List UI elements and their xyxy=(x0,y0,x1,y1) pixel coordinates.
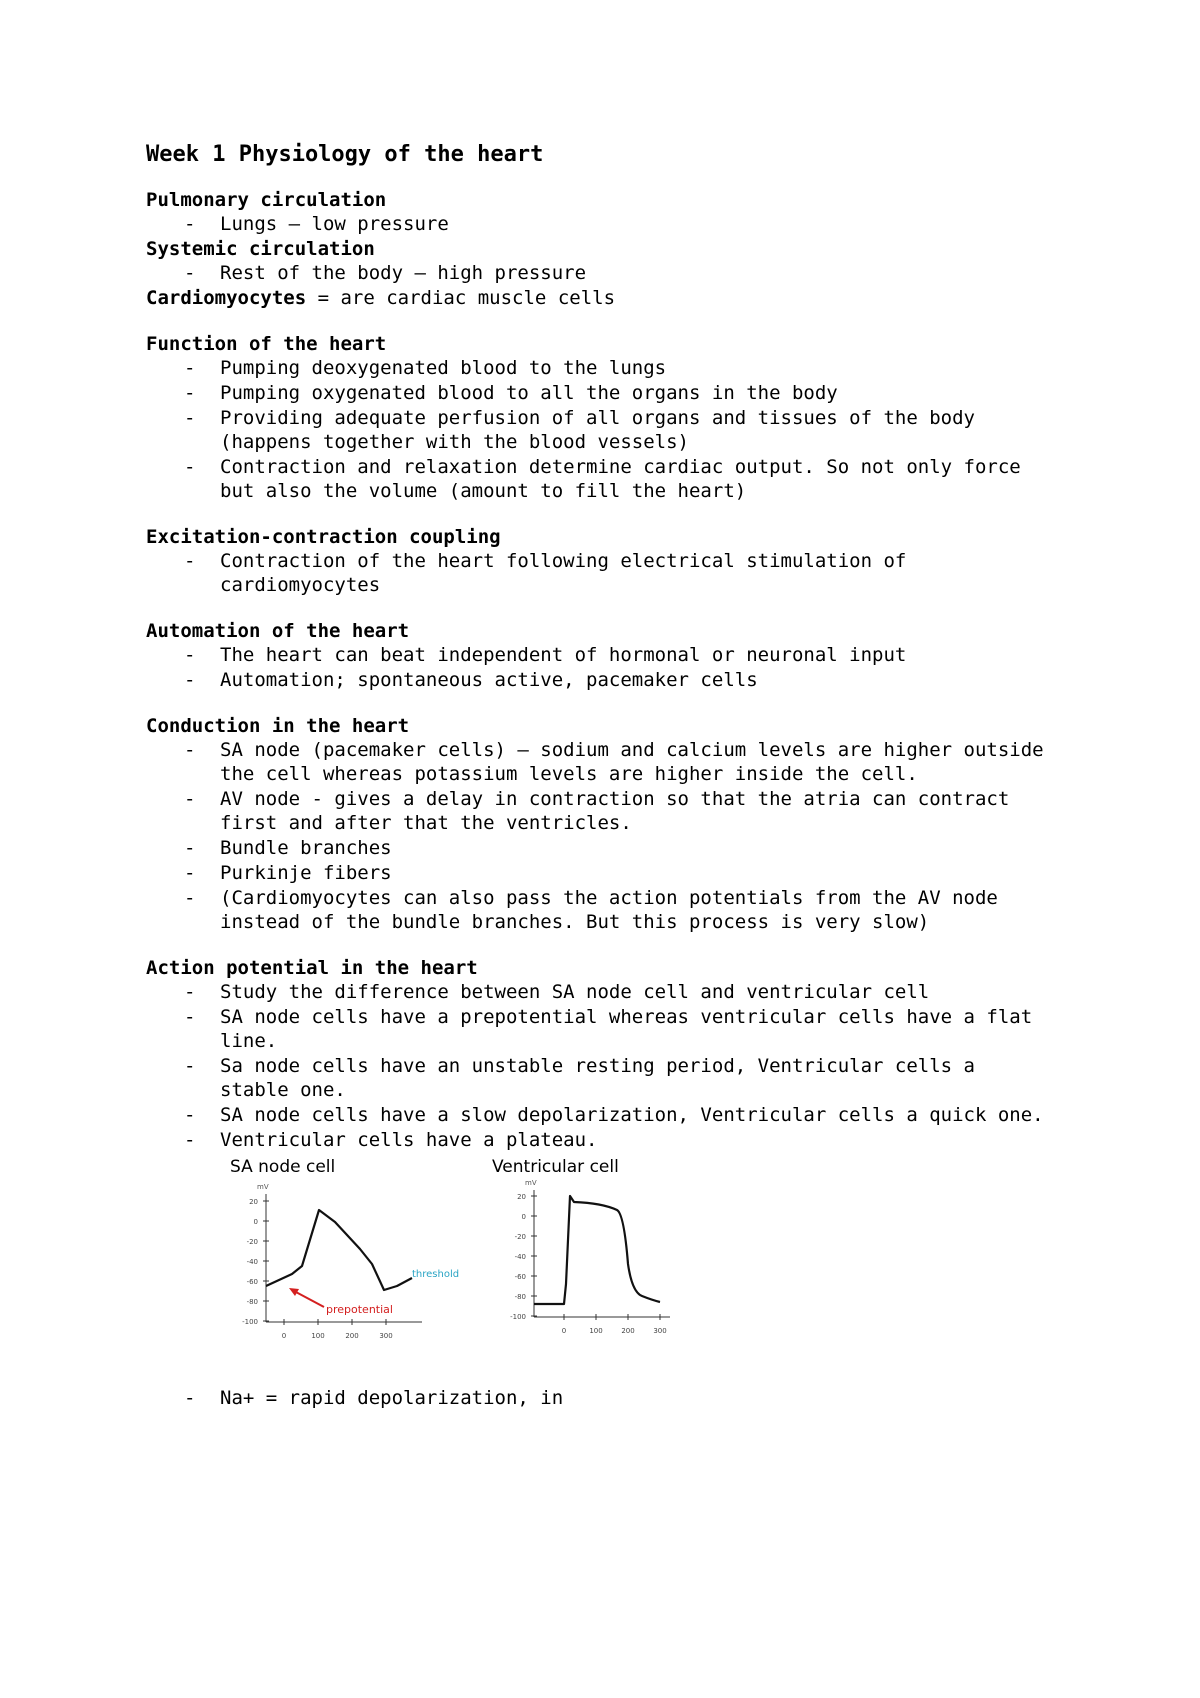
list-item: - SA node (pacemaker cells) – sodium and calcium levels are higher outside the cell whereas potassium levels are higher inside the cell. xyxy=(184,739,1044,785)
x-tick-label: 0 xyxy=(561,1327,567,1335)
bullet-dash: - xyxy=(184,262,196,284)
list-item: - Lungs – low pressure xyxy=(184,213,449,235)
automation-list xyxy=(146,643,1046,692)
y-tick-label: 0 xyxy=(253,1218,258,1226)
list-item: - The heart can beat independent of hormonal or neuronal input xyxy=(184,644,907,666)
pulmonary-heading: Pulmonary circulation xyxy=(146,189,387,211)
x-tick-label: 200 xyxy=(621,1327,635,1335)
systemic-list xyxy=(146,261,1046,285)
action-list xyxy=(146,980,1046,1152)
automation-heading: Automation of the heart xyxy=(146,620,410,642)
y-tick-label: 20 xyxy=(249,1198,258,1206)
list-item: - Contraction of the heart following electrical stimulation of cardiomyocytes xyxy=(184,550,907,596)
y-tick-label: -80 xyxy=(514,1293,526,1301)
sa-unit-label: mV xyxy=(257,1183,269,1191)
x-tick-label: 100 xyxy=(311,1332,325,1340)
list-item: - Pumping oxygenated blood to all the organs in the body xyxy=(184,382,838,404)
x-tick-label: 0 xyxy=(281,1332,287,1340)
excitation-heading: Excitation-contraction coupling xyxy=(146,526,501,548)
x-tick-label: 200 xyxy=(345,1332,359,1340)
ventricular-action-potential-trace xyxy=(534,1196,660,1304)
threshold-label: threshold xyxy=(412,1269,460,1280)
x-tick-label: 100 xyxy=(589,1327,603,1335)
y-tick-label: -20 xyxy=(514,1233,526,1241)
ventricular-figure-title: Ventricular cell xyxy=(492,1157,619,1177)
list-item: - Ventricular cells have a plateau. xyxy=(184,1129,598,1151)
list-item: - Na+ = rapid depolarization, in xyxy=(184,1387,564,1409)
list-item: - Contraction and relaxation determine cardiac output. So not only force but also the volume (amount to fill the heart) xyxy=(184,456,1021,502)
x-tick-label: 300 xyxy=(379,1332,393,1340)
page-title: Week 1 Physiology of the heart xyxy=(146,142,544,167)
bullet-dash: - xyxy=(184,213,196,235)
conduction-list xyxy=(146,738,1046,934)
function-list xyxy=(146,356,1046,503)
x-tick-label: 300 xyxy=(653,1327,667,1335)
list-item: - Providing adequate perfusion of all organs and tissues of the body (happens together with the blood vessels) xyxy=(184,407,975,453)
action-potential-figures xyxy=(146,1154,1046,1376)
action-list-continued xyxy=(146,1386,1046,1410)
sa-y-ticks xyxy=(242,1198,269,1326)
ventricular-figure xyxy=(492,1154,712,1376)
document xyxy=(146,140,1046,1411)
y-tick-label: -80 xyxy=(246,1298,258,1306)
sa-figure-title: SA node cell xyxy=(230,1157,336,1177)
prepotential-arrow xyxy=(294,1291,324,1307)
systemic-heading: Systemic circulation xyxy=(146,238,375,260)
sa-node-figure xyxy=(222,1154,482,1376)
prepotential-label: prepotential xyxy=(326,1303,393,1316)
function-heading: Function of the heart xyxy=(146,333,387,355)
list-item: - (Cardiomyocytes can also pass the action potentials from the AV node instead of the bundle branches. But this process is very slow) xyxy=(184,887,998,933)
y-tick-label: -40 xyxy=(246,1258,258,1266)
y-tick-label: 0 xyxy=(521,1213,526,1221)
excitation-list xyxy=(146,549,1046,597)
pulmonary-list xyxy=(146,212,1046,236)
conduction-heading: Conduction in the heart xyxy=(146,715,410,737)
y-tick-label: -100 xyxy=(242,1318,258,1326)
y-tick-label: 20 xyxy=(517,1193,526,1201)
list-item: - Pumping deoxygenated blood to the lungs xyxy=(184,357,667,379)
y-tick-label: -60 xyxy=(246,1278,258,1286)
list-item: - Automation; spontaneous active, pacemaker cells xyxy=(184,669,758,691)
y-tick-label: -60 xyxy=(514,1273,526,1281)
y-tick-label: -100 xyxy=(510,1313,526,1321)
list-item: - Bundle branches xyxy=(184,837,392,859)
ventricular-unit-label: mV xyxy=(525,1179,537,1187)
list-item: - Study the difference between SA node cell and ventricular cell xyxy=(184,981,930,1003)
list-item: - SA node cells have a prepotential whereas ventricular cells have a flat line. xyxy=(184,1006,1033,1052)
list-item: - Rest of the body – high pressure xyxy=(184,262,587,284)
list-item: - Sa node cells have an unstable resting period, Ventricular cells a stable one. xyxy=(184,1055,975,1101)
list-item: - AV node - gives a delay in contraction so that the atria can contract first and after that the ventricles. xyxy=(184,788,1010,834)
sa-action-potential-trace xyxy=(266,1210,412,1290)
y-tick-label: -20 xyxy=(246,1238,258,1246)
ventricular-y-ticks xyxy=(510,1193,537,1321)
y-tick-label: -40 xyxy=(514,1253,526,1261)
action-heading: Action potential in the heart xyxy=(146,957,478,979)
cardiomyocytes-definition: Cardiomyocytes = are cardiac muscle cells xyxy=(146,287,616,309)
list-item: - Purkinje fibers xyxy=(184,862,392,884)
list-item: - SA node cells have a slow depolarization, Ventricular cells a quick one. xyxy=(184,1104,1044,1126)
